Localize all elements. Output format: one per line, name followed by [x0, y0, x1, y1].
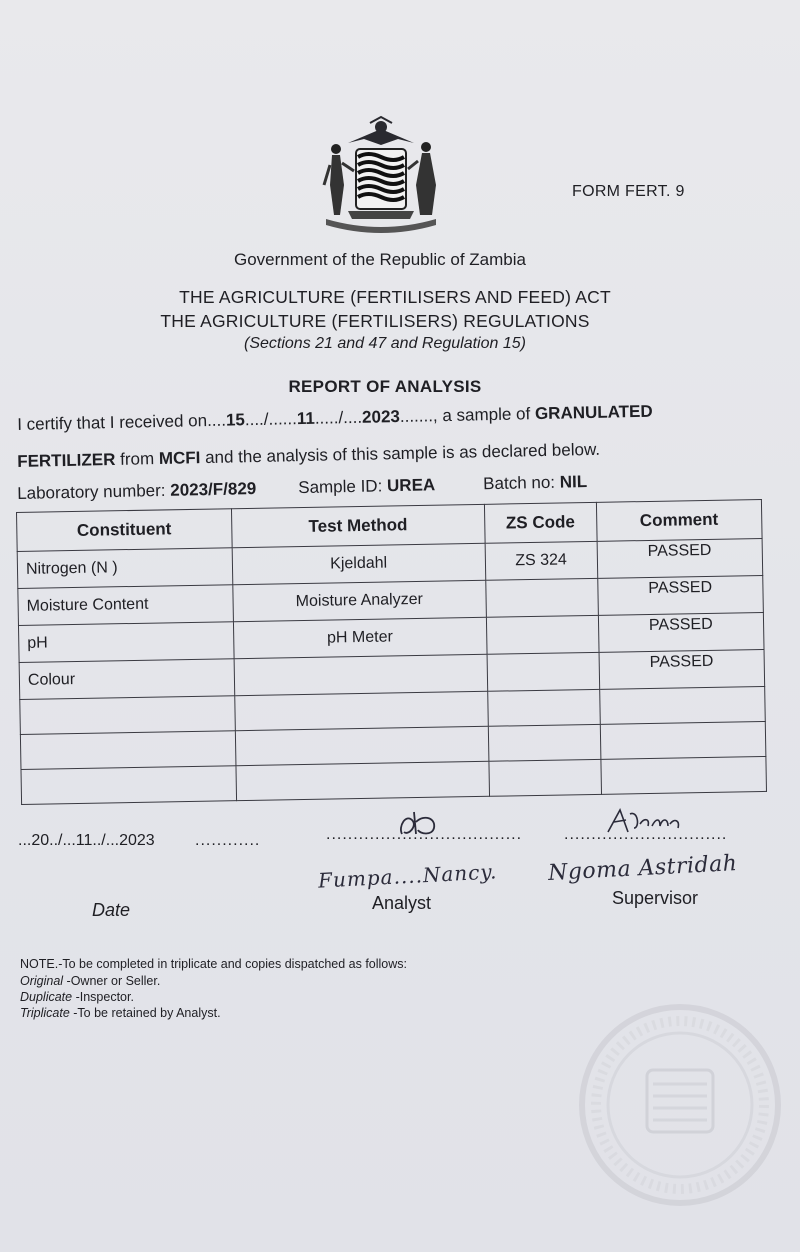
cell-test-method: pH Meter [233, 617, 487, 658]
note-triplicate-text: -To be retained by Analyst. [69, 1006, 221, 1020]
cell-comment [600, 721, 766, 759]
note-original [20, 974, 160, 988]
sample-type-2: FERTILIZER [17, 449, 116, 471]
act-title: THE AGRICULTURE (FERTILISERS AND FEED) ACT [179, 287, 611, 307]
embossed-seal-stamp [575, 1000, 785, 1210]
supervisor-name-handwritten: Ngoma Astridah [547, 851, 739, 886]
supervisor-label: Supervisor [612, 888, 699, 908]
supervisor-signature-mark [604, 804, 684, 838]
header-test-method: Test Method [231, 504, 485, 547]
note-duplicate [20, 990, 134, 1004]
cert-from: from [115, 449, 160, 469]
analysis-table [16, 499, 767, 805]
sample-id-label: Sample ID: [298, 476, 388, 498]
coat-of-arms-emblem [318, 115, 444, 243]
cert-declared: and the analysis of this sample is as declared below. [200, 439, 601, 468]
report-title: REPORT OF ANALYSIS [288, 377, 482, 396]
cell-test-method [234, 654, 488, 695]
cell-comment [599, 686, 765, 724]
lab-number-label: Laboratory number: [17, 480, 171, 503]
cell-zs-code [489, 759, 601, 796]
regulations-title: THE AGRICULTURE (FERTILISERS) REGULATIONS [160, 311, 590, 331]
cell-constituent [21, 766, 236, 805]
note-original-text: -Owner or Seller. [63, 974, 161, 988]
certification-line-2 [17, 440, 600, 472]
cell-constituent: Nitrogen (N ) [17, 548, 232, 589]
cell-zs-code [487, 689, 599, 726]
cell-constituent [20, 731, 235, 770]
header-constituent: Constituent [17, 509, 232, 552]
cell-zs-code [488, 724, 600, 761]
cell-test-method [236, 761, 490, 800]
cell-comment: PASSED [597, 538, 763, 578]
cell-zs-code [486, 578, 598, 617]
certification-line-1 [17, 402, 653, 435]
cell-test-method [234, 691, 488, 730]
cell-test-method: Kjeldahl [232, 543, 486, 584]
note-triplicate [20, 1006, 221, 1020]
cert-year: 2023 [361, 406, 401, 427]
cell-zs-code [486, 615, 598, 654]
batch-label: Batch no: [482, 472, 560, 494]
sections-reference: (Sections 21 and 47 and Regulation 15) [244, 335, 526, 352]
header-zs-code: ZS Code [484, 502, 596, 543]
note-duplicate-text: -Inspector. [72, 990, 134, 1004]
cell-constituent [20, 696, 235, 735]
cell-test-method [235, 726, 489, 765]
cell-comment: PASSED [597, 575, 763, 615]
cert-sep1: ..../...... [244, 409, 298, 430]
cell-constituent: pH [18, 622, 233, 663]
cell-zs-code: ZS 324 [485, 541, 597, 580]
cert-sep2: ...../.... [314, 407, 363, 428]
cert-prefix: I certify that I received on.... [17, 410, 227, 434]
cell-comment: PASSED [599, 649, 765, 689]
note-heading: NOTE.-To be completed in triplicate and copies dispatched as follows: [20, 957, 407, 971]
batch-number: NIL [559, 472, 588, 492]
cert-month: 11 [296, 408, 316, 429]
analyst-label: Analyst [372, 893, 432, 913]
cell-constituent: Colour [19, 659, 234, 700]
supervisor-signature-line: .............................. [564, 826, 728, 843]
date-value: ...20../...11../...2023 [18, 832, 155, 849]
lab-details-line [17, 472, 587, 504]
sample-id: UREA [386, 475, 436, 496]
cell-test-method: Moisture Analyzer [232, 580, 486, 621]
sample-source: MCFI [158, 448, 201, 469]
cert-day: 15 [225, 410, 246, 430]
date-dotted-line: ............ [195, 832, 261, 849]
analyst-signature-line: .................................... [326, 826, 523, 843]
cell-constituent: Moisture Content [18, 585, 233, 626]
cell-comment [600, 756, 766, 794]
lab-number: 2023/F/829 [170, 478, 257, 500]
cert-suffix: ......., a sample of [399, 404, 536, 426]
cell-comment: PASSED [598, 612, 764, 652]
note-duplicate-label: Duplicate [20, 990, 73, 1004]
note-triplicate-label: Triplicate [20, 1006, 70, 1020]
form-code: FORM FERT. 9 [572, 183, 685, 200]
sample-type: GRANULATED [534, 401, 653, 424]
government-heading: Government of the Republic of Zambia [234, 250, 526, 269]
analyst-signature-mark [396, 808, 446, 842]
note-original-label: Original [20, 974, 64, 988]
cell-zs-code [487, 652, 599, 691]
analyst-name-handwritten: Fumpa....Nancy. [317, 859, 498, 893]
header-comment: Comment [596, 499, 762, 541]
date-label: Date [92, 900, 131, 920]
